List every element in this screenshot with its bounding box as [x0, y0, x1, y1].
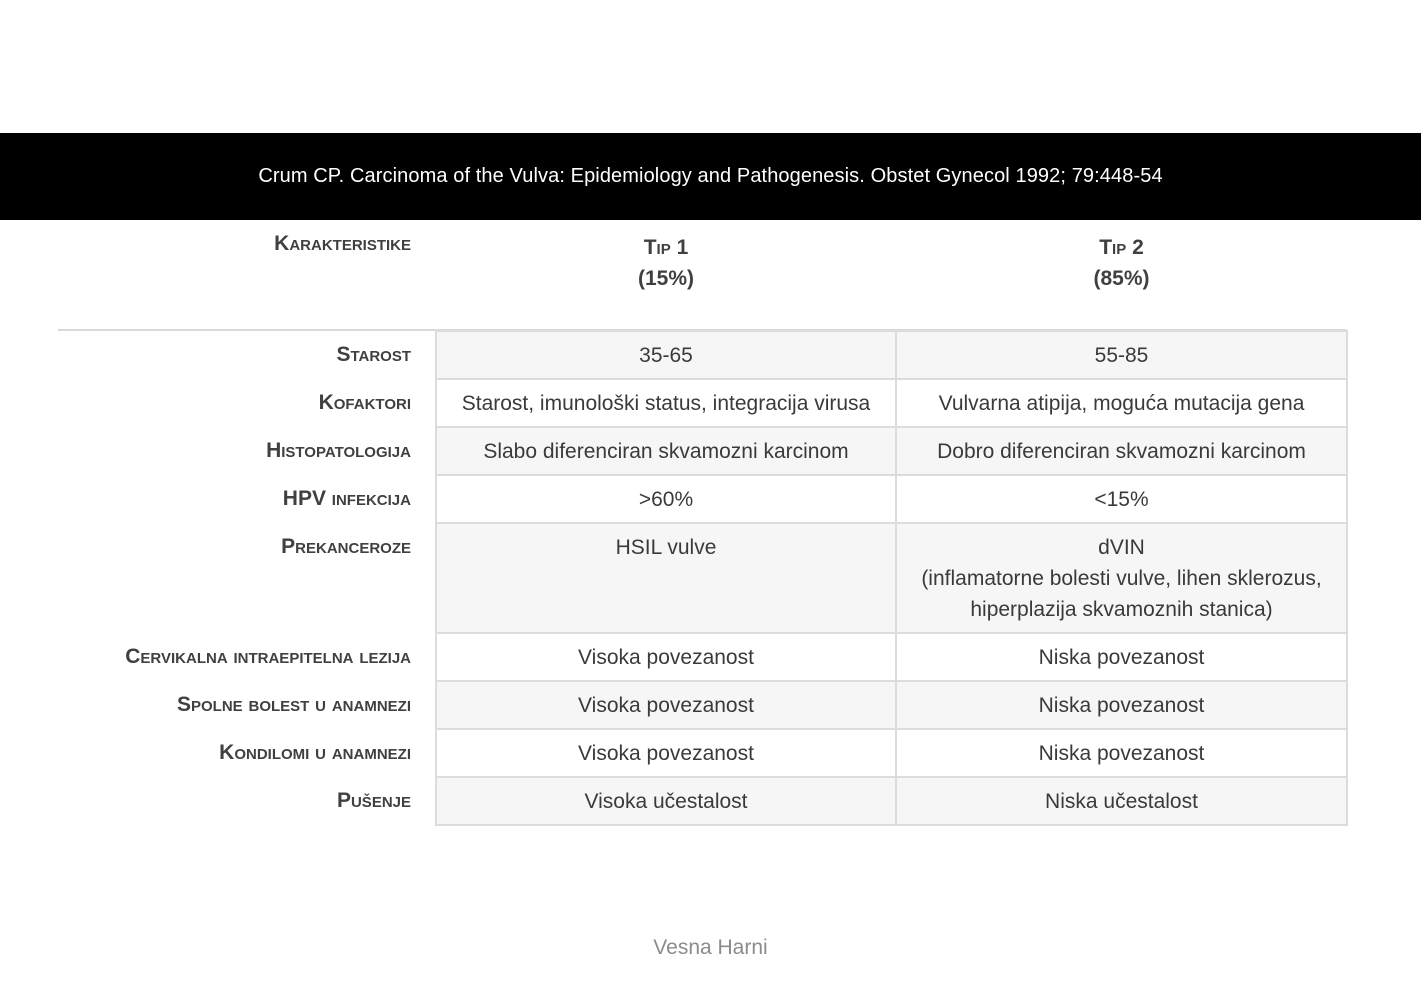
- type-1-cell: Visoka učestalost: [436, 777, 896, 825]
- type-2-cell: <15%: [896, 475, 1347, 523]
- table-row: [58, 681, 1347, 729]
- header-type-2-percent: (85%): [1093, 267, 1150, 290]
- row-label: Spolne bolest u anamnezi: [58, 681, 436, 729]
- table-row: [58, 475, 1347, 523]
- citation-text: Crum CP. Carcinoma of the Vulva: Epidemiology and Pathogenesis. Obstet Gynecol 1992; 79:448-54: [258, 165, 1163, 187]
- type-2-cell: Niska povezanost: [896, 681, 1347, 729]
- citation-banner: [0, 133, 1421, 220]
- header-type-2-name: Tip 2: [1099, 236, 1144, 259]
- table-row: [58, 331, 1347, 379]
- header-type-1: [436, 232, 896, 294]
- table-row: [58, 777, 1347, 825]
- author-footer: Vesna Harni: [653, 936, 768, 959]
- type-1-cell: Visoka povezanost: [436, 729, 896, 777]
- type-2-cell: Niska povezanost: [896, 729, 1347, 777]
- table-row: [58, 729, 1347, 777]
- type-2-cell-line: (inflamatorne bolesti vulve, lihen sklerozus,: [921, 567, 1322, 590]
- type-1-cell: HSIL vulve: [436, 523, 896, 633]
- type-2-cell: Niska povezanost: [896, 633, 1347, 681]
- header-type-1-name: Tip 1: [643, 236, 689, 259]
- type-2-cell: [896, 523, 1347, 633]
- row-label: HPV infekcija: [58, 475, 436, 523]
- table-row: [58, 523, 1347, 633]
- type-1-cell: >60%: [436, 475, 896, 523]
- type-2-cell: Dobro diferenciran skvamozni karcinom: [896, 427, 1347, 475]
- type-1-cell: Slabo diferenciran skvamozni karcinom: [436, 427, 896, 475]
- row-label: Kofaktori: [58, 379, 436, 427]
- header-type-2: [896, 232, 1347, 294]
- type-2-cell: Niska učestalost: [896, 777, 1347, 825]
- row-label: Histopatologija: [58, 427, 436, 475]
- type-1-cell: Visoka povezanost: [436, 633, 896, 681]
- row-label: Kondilomi u anamnezi: [58, 729, 436, 777]
- header-type-1-percent: (15%): [637, 267, 695, 290]
- type-2-cell-line: dVIN: [1098, 536, 1145, 559]
- header-characteristics: Karakteristike: [274, 232, 411, 255]
- type-2-cell-line: hiperplazija skvamoznih stanica): [970, 598, 1273, 621]
- comparison-table: [58, 330, 1348, 826]
- table-row: [58, 379, 1347, 427]
- type-1-cell: 35-65: [436, 331, 896, 379]
- type-1-cell: Starost, imunološki status, integracija virusa: [436, 379, 896, 427]
- row-label: Pušenje: [58, 777, 436, 825]
- table-row: [58, 633, 1347, 681]
- row-label: Cervikalna intraepitelna lezija: [58, 633, 436, 681]
- table-row: [58, 427, 1347, 475]
- type-1-cell: Visoka povezanost: [436, 681, 896, 729]
- type-2-cell: Vulvarna atipija, moguća mutacija gena: [896, 379, 1347, 427]
- row-label: Starost: [58, 331, 436, 379]
- row-label: Prekanceroze: [58, 523, 436, 633]
- type-2-cell: 55-85: [896, 331, 1347, 379]
